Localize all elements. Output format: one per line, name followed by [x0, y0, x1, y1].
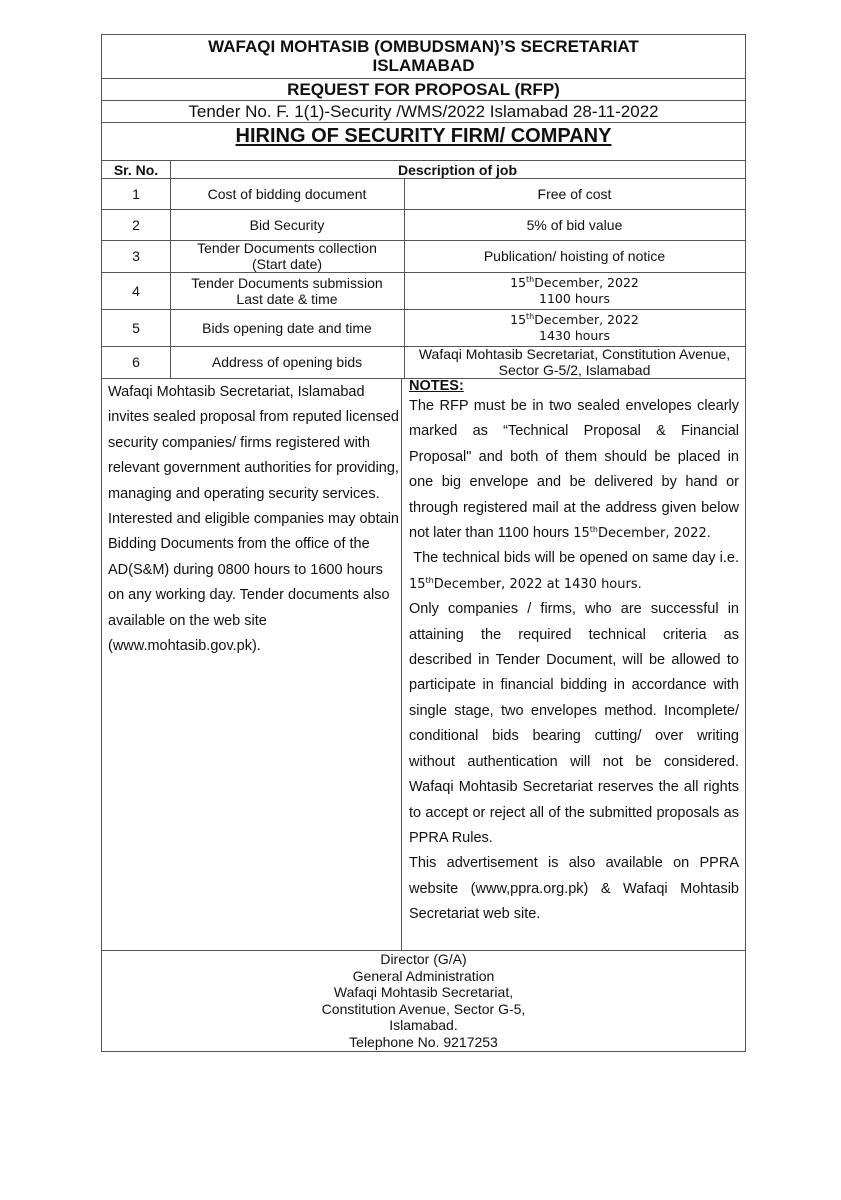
row3-item-line2: (Start date)	[251, 256, 323, 272]
row2-item: Bid Security	[249, 216, 325, 233]
date-suffix: th	[589, 525, 598, 535]
notes-paragraph-1	[409, 394, 739, 546]
row4-time: 1100 hours	[539, 290, 610, 306]
row3-value: Publication/ hoisting of notice	[483, 248, 666, 264]
col-header-description: Description of job	[398, 161, 517, 178]
row6-value-line1: Wafaqi Mohtasib Secretariat, Constitution Avenue,	[418, 346, 731, 362]
row3-sr: 3	[132, 248, 140, 264]
row5-sr: 5	[132, 319, 140, 336]
note-date	[573, 526, 711, 541]
date-suffix: th	[425, 575, 434, 585]
row6-item: Address of opening bids	[211, 354, 363, 370]
address-line: Constitution Avenue, Sector G-5,	[321, 1000, 526, 1017]
date-day: 15	[573, 526, 590, 542]
row2-sr: 2	[132, 216, 140, 233]
row4-item-line2: Last date & time	[236, 290, 338, 307]
row6-sr: 6	[132, 354, 140, 370]
telephone: Telephone No. 9217253	[349, 1033, 498, 1050]
row6-value	[404, 346, 745, 378]
row1-value: Free of cost	[537, 185, 612, 202]
note-date	[409, 577, 642, 592]
divider	[102, 122, 745, 123]
divider	[102, 100, 745, 101]
organization: Wafaqi Mohtasib Secretariat,	[333, 984, 514, 1001]
date-suffix: th	[526, 274, 535, 284]
row1-item: Cost of bidding document	[207, 185, 367, 202]
signatory-title: Director (G/A)	[380, 951, 467, 967]
row2-value: 5% of bid value	[526, 216, 623, 233]
notes-paragraph-4: This advertisement is also available on PPRA website (www,ppra.org.pk) & Wafaqi Mohtasib Secretariat web site.	[409, 855, 739, 923]
subject-text: HIRING OF SECURITY FIRM/ COMPANY	[235, 125, 612, 147]
tender-notice	[101, 34, 746, 1052]
row4-value	[404, 272, 745, 309]
notes-paragraph-3: Only companies / firms, who are successful in attaining the required technical criteria as described in Tender Document, will be allowed to participate in financial bidding in accordance with single stage, two envelopes method. Incomplete/ conditional bids bearing cutting/ over writing without authentication will not be considered. Wafaqi Mohtasib Secretariat reserves the all rights to accept or reject all of the submitted proposals as PPRA Rules.	[409, 601, 739, 846]
signature-block	[102, 951, 745, 1051]
tender-number: Tender No. F. 1(1)-Security /WMS/2022 Islamabad 28-11-2022	[188, 102, 659, 121]
date-month-year: December, 2022	[534, 311, 639, 327]
row1-sr: 1	[132, 185, 140, 202]
rfp-title: REQUEST FOR PROPOSAL (RFP)	[287, 80, 560, 99]
note-text: The technical bids will be opened on same day i.e.	[409, 550, 744, 567]
row5-time: 1430 hours	[539, 327, 610, 343]
row4-sr: 4	[132, 282, 140, 299]
row4-date	[510, 275, 639, 291]
date-suffix: th	[526, 311, 535, 321]
row5-value	[404, 309, 745, 346]
org-name	[102, 37, 745, 75]
date-month-year: December, 2022.	[597, 526, 711, 542]
divider	[102, 78, 745, 79]
row4-item	[170, 272, 404, 309]
date-month-year: December, 2022 at 1430 hours.	[433, 576, 642, 592]
org-name-line1: WAFAQI MOHTASIB (OMBUDSMAN)’S SECRETARIAT	[208, 37, 639, 56]
date-day: 15	[510, 311, 527, 327]
department: General Administration	[352, 967, 495, 984]
date-month-year: December, 2022	[534, 274, 639, 290]
row5-item: Bids opening date and time	[202, 319, 372, 336]
notes-heading: NOTES:	[409, 378, 464, 394]
row3-item-line1: Tender Documents collection	[197, 240, 377, 256]
body-column-divider	[401, 378, 402, 950]
subject-title	[102, 124, 745, 148]
notes-paragraph-2	[409, 546, 744, 597]
invitation-text: Wafaqi Mohtasib Secretariat, Islamabad invites sealed proposal from reputed licensed security companies/ firms registered with relevant government authorities for providing, managing and operating security services. Interested and eligible companies may obtain Bidding Documents from the office of the AD(S&M) during 0800 hours to 1600 hours on any working day. Tender documents also available on the web site (www.mohtasib.gov.pk).	[108, 384, 399, 655]
date-day: 15	[510, 274, 527, 290]
row3-item	[170, 240, 404, 272]
notes-section	[409, 378, 744, 928]
note-text: The RFP must be in two sealed envelopes clearly marked as “Technical Proposal & Financial Proposal" and both of them should be placed in one big envelope and be delivered by hand or through registered mail at the address given below not later than 1100 hours	[409, 398, 739, 542]
date-day: 15	[409, 576, 426, 592]
org-name-line2: ISLAMABAD	[372, 56, 475, 75]
row5-date	[510, 312, 639, 328]
row4-item-line1: Tender Documents submission	[191, 274, 383, 291]
row6-value-line2: Sector G-5/2, Islamabad	[498, 362, 651, 378]
city: Islamabad.	[389, 1017, 458, 1034]
col-header-sr-no: Sr. No.	[113, 161, 159, 178]
